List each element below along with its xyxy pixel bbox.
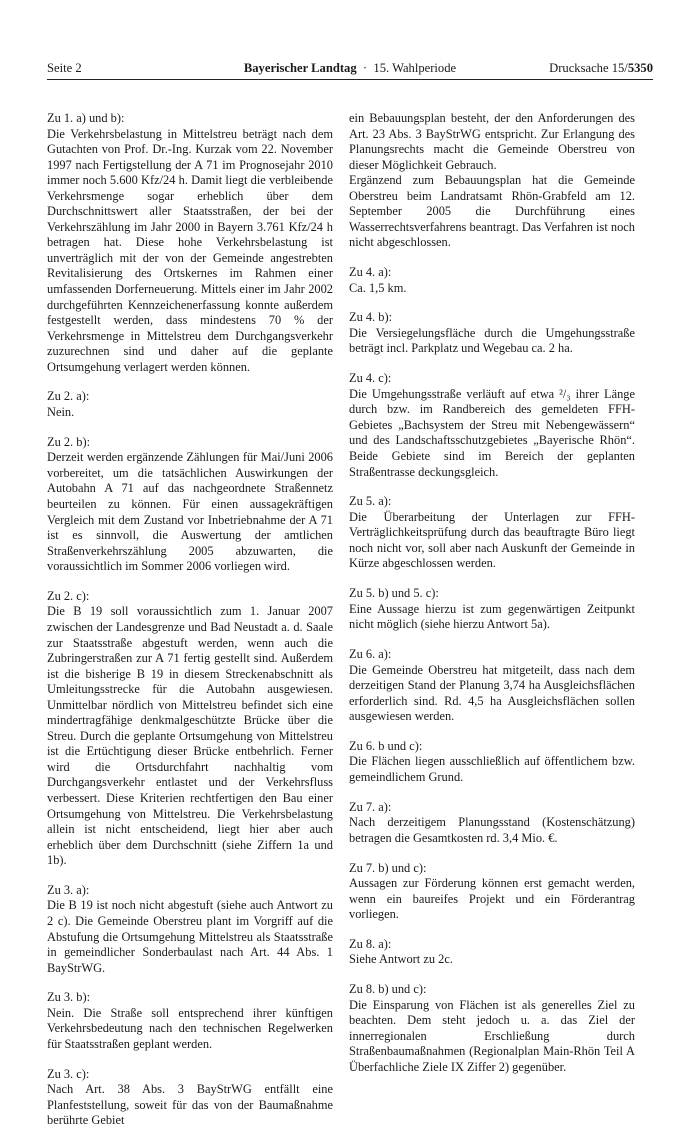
section-heading: Zu 2. b): bbox=[47, 434, 91, 449]
section-heading: Zu 4. b): bbox=[349, 310, 393, 325]
section-text: Die Flächen liegen ausschließlich auf öffentlichem bzw. gemeindlichem Grund. bbox=[349, 754, 635, 784]
header-rule bbox=[47, 79, 653, 80]
answer-section bbox=[47, 990, 333, 1052]
answer-section bbox=[349, 937, 635, 968]
answer-section bbox=[349, 310, 635, 357]
answer-section bbox=[349, 586, 635, 633]
section-text: Nach Art. 38 Abs. 3 BayStrWG entfällt eine Planfeststellung, soweit für das von der Baumaßnahme berührte Gebiet bbox=[47, 1082, 333, 1128]
section-heading: Zu 3. a): bbox=[47, 882, 90, 897]
section-heading: Zu 1. a) und b): bbox=[47, 111, 125, 125]
answer-section bbox=[349, 861, 635, 923]
right-column bbox=[349, 111, 635, 1090]
answer-section bbox=[47, 389, 333, 420]
section-heading: Zu 5. a): bbox=[349, 494, 392, 509]
section-text: Ergänzend zum Bebauungsplan hat die Gemeinde Oberstreu beim Landratsamt Rhön-Grabfeld am 12. September 2005 die Durchführung eines Wasserrechtsverfahrens beantragt. Das Verfahren ist noch nicht abgeschlossen. bbox=[349, 173, 635, 250]
section-heading: Zu 4. c): bbox=[349, 371, 392, 386]
section-text: Derzeit werden ergänzende Zählungen für Mai/Juni 2006 vorbereitet, um die tatsächlichen Auswirkungen der Autobahn A 71 auf das nachgeordnete Straßennetz beurteilen zu können. Für einen aussagekräftigen Vergleich mit dem Zustand vor Inbetriebnahme der A 71 ist es sinnvoll, die Auswertung der amtlichen Straßenverkehrszählung 2005 abzuwarten, die voraussichtlich im Sommer 2006 vorliegen wird. bbox=[47, 450, 333, 574]
answer-section bbox=[349, 265, 635, 296]
section-heading: Zu 2. c): bbox=[47, 588, 90, 603]
section-text: Nein. bbox=[47, 405, 75, 420]
section-heading: Zu 3. c): bbox=[47, 1066, 90, 1081]
answer-section bbox=[47, 589, 333, 869]
section-heading: Zu 4. a): bbox=[349, 265, 392, 280]
section-heading: Zu 6. a): bbox=[349, 646, 392, 661]
section-heading: Zu 3. b): bbox=[47, 990, 91, 1005]
section-heading: Zu 7. b) und c): bbox=[349, 860, 427, 875]
doc-number: 5350 bbox=[627, 61, 653, 75]
legislative-period: 15. Wahlperiode bbox=[373, 61, 457, 75]
answer-section bbox=[349, 494, 635, 572]
section-heading: Zu 8. b) und c): bbox=[349, 982, 427, 997]
answer-section bbox=[349, 739, 635, 786]
answer-section bbox=[47, 435, 333, 575]
answer-section bbox=[349, 982, 635, 1075]
answer-section bbox=[349, 371, 635, 480]
printed-matter-number bbox=[549, 60, 653, 76]
answer-section bbox=[47, 1067, 333, 1129]
section-heading: Zu 6. b und c): bbox=[349, 738, 423, 753]
section-text: Die B 19 ist noch nicht abgestuft (siehe auch Antwort zu 2 c). Die Gemeinde Oberstreu plant im Vorgriff auf die Abstufung die Ortsumgehung Mittelstreu als Staatsstraße in gemeindlicher Sonderbaulast nach Art. 44 Abs. 1 BayStrWG. bbox=[47, 898, 333, 975]
section-heading: Zu 7. a): bbox=[349, 799, 392, 814]
section-heading: Zu 8. a): bbox=[349, 936, 392, 951]
section-text: Die B 19 soll voraussichtlich zum 1. Januar 2007 zwischen der Landesgrenze und Bad Neustadt a. d. Saale zur Staatsstraße abgestuft werden, wenn auch die Zubringerstraßen zur A 71 fertig gestellt sind. Außerdem ist die bisherige B 19 in diesem Streckenabschnitt als Umleitungsstrecke für die Autobahn ausgewiesen. Unmittelbar nördlich von Mittelstreu befindet sich eine mindertragfähige denkmalgeschützte Brücke über die Streu. Durch die geplante Ortsumgehung von Mittelstreu ist die Ertüchtigung dieser Brücke entbehrlich. Ferner wird die Ortsdurchfahrt nachhaltig vom Durchgangsverkehr entlastet und der Verkehrsfluss verbessert. Diese Kriterien rechtfertigen den Bau einer Ortsumgehung von Mittelstreu. Die Verkehrsbelastung allein ist nicht entscheidend, liegt hier aber auch erheblich über dem Durchschnitt (siehe Ziffern 1a und 1b). bbox=[47, 604, 333, 868]
section-heading: Zu 5. b) und 5. c): bbox=[349, 586, 439, 601]
section-heading: Zu 2. a): bbox=[47, 389, 90, 404]
section-text: Die Verkehrsbelastung in Mittelstreu beträgt nach dem Gutachten von Prof. Dr.-Ing. Kurzak vom 22. November 1997 nach Fertigstellung der A 71 im Prognosejahr 2010 immer noch 5.600 Kfz/24 h. Damit liegt die verbleibende Verkehrsmenge sogar erheblich über dem Durchschnittswert aller Staatsstraßen, der bei der Verkehrszählung im Jahr 2000 in Bayern 3.761 Kfz/24 h betragen hat. Diese hohe Verkehrsbelastung ist unverträglich mit der von der Gemeinde angestrebten Revitalisierung des Ortskernes im Rahmen einer umfassenden Dorferneuerung. Mittels einer im Jahr 2002 durchgeführten Kennzeichenerfassung konnte außerdem festgestellt werden, dass mindestens 70 % der Verkehrsmenge in Mittelstreu dem Durchgangsverkehr zuzurechnen sind und daher auf die geplante Ortsumgehung verlagert werden können. bbox=[47, 126, 333, 374]
section-text: Die Überarbeitung der Unterlagen zur FFH-Verträglichkeitsprüfung durch das beauftragte Büro liegt noch nicht vor, soll aber nach Auskunft der Gemeinde in Kürze abgeschlossen werden. bbox=[349, 509, 635, 571]
section-text: Eine Aussage hierzu ist zum gegenwärtigen Zeitpunkt nicht möglich (siehe hierzu Antwort 5a). bbox=[349, 601, 635, 632]
section-text: Die Einsparung von Flächen ist als generelles Ziel zu beachten. Dem steht jedoch u. a. das Ziel der innerregionalen Erschließung durch Straßenbaumaßnahmen (Regionalplan Main-Rhön Teil A Überfachliche Ziele IX Ziffer 2) gegenüber. bbox=[349, 997, 635, 1074]
left-column bbox=[47, 111, 333, 1143]
section-text: Die Umgehungsstraße verläuft auf etwa ²/₃ ihrer Länge durch bzw. im Randbereich des gemeldeten FFH-Gebietes „Bachsystem der Streu mit Nebengewässern“ und des Landschaftsschutzgebietes „Bayerische Rhön“. Beide Gebiete sind im Bereich der geplanten Straßentrasse deckungsgleich. bbox=[349, 386, 635, 479]
page-header bbox=[47, 60, 653, 76]
answer-section bbox=[47, 111, 333, 375]
section-text: Siehe Antwort zu 2c. bbox=[349, 952, 453, 967]
page-number: Seite 2 bbox=[47, 61, 82, 75]
answer-section bbox=[349, 800, 635, 847]
parliament-name: Bayerischer Landtag bbox=[243, 61, 357, 75]
doc-prefix: Drucksache 15/ bbox=[549, 61, 628, 75]
section-text: ein Bebauungsplan besteht, der den Anforderungen des Art. 23 Abs. 3 BayStrWG entspricht. Zur Erlangung des Planungsrechts macht die Gemeinde Oberstreu von dieser Möglichkeit Gebrauch. bbox=[349, 111, 635, 172]
section-text: Nein. Die Straße soll entsprechend ihrer künftigen Verkehrsbedeutung nach den technischen Regelwerken für Staatsstraßen geplant werden. bbox=[47, 1005, 333, 1052]
section-text: Die Gemeinde Oberstreu hat mitgeteilt, dass nach dem derzeitigen Stand der Planung 3,74 ha Ausgleichsflächen erforderlich sind. Rd. 4,5 ha Ausgleichsflächen sollen ausgewiesen werden. bbox=[349, 662, 635, 724]
answer-section bbox=[47, 883, 333, 976]
header-separator: · bbox=[362, 61, 368, 75]
section-text: Aussagen zur Förderung können erst gemacht werden, wenn ein baureifes Projekt und ein Förderantrag vorliegen. bbox=[349, 876, 635, 922]
answer-section bbox=[349, 647, 635, 725]
section-text: Nach derzeitigem Planungsstand (Kostenschätzung) betragen die Gesamtkosten rd. 3,4 Mio. €. bbox=[349, 815, 635, 845]
answer-section bbox=[349, 111, 635, 251]
section-text: Die Versiegelungsfläche durch die Umgehungsstraße beträgt incl. Parkplatz und Wegebau ca. 2 ha. bbox=[349, 325, 635, 356]
section-text: Ca. 1,5 km. bbox=[349, 280, 407, 295]
